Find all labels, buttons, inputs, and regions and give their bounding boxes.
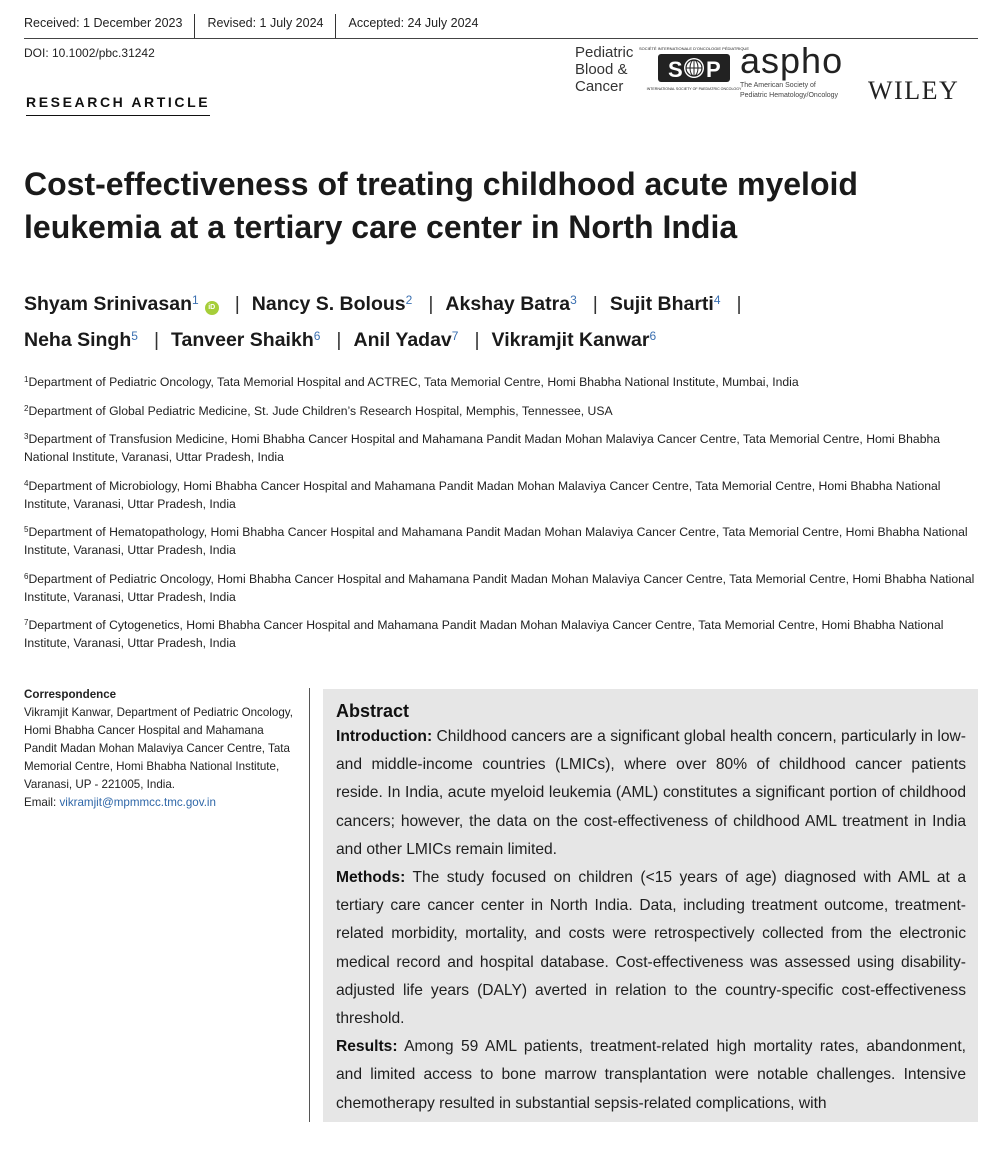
author-name: Shyam Srinivasan <box>24 293 192 315</box>
affiliation-text: Department of Pediatric Oncology, Tata Memorial Hospital and ACTREC, Tata Memorial Centre, Homi Bhabha National Institute, Mumbai, India <box>28 375 799 389</box>
affiliation-ref[interactable]: 6 <box>649 329 657 343</box>
aspho-subtitle: Pediatric Hematology/Oncology <box>740 92 839 99</box>
journal-logo[interactable] <box>575 44 633 95</box>
header-rule <box>24 38 978 39</box>
correspondence <box>24 686 294 812</box>
author[interactable] <box>171 329 353 351</box>
author-separator: | <box>153 329 160 351</box>
journal-logo-line: Blood & <box>575 61 628 78</box>
article-title: Cost-effectiveness of treating childhood acute myeloid leukemia at a tertiary care center in North India <box>24 166 858 245</box>
affiliation-list <box>24 371 979 661</box>
author[interactable] <box>445 293 609 315</box>
affiliation-number: 1 <box>24 375 29 384</box>
affiliation-ref[interactable]: 6 <box>313 329 321 343</box>
affiliation-number: 5 <box>24 525 29 534</box>
author-separator: | <box>336 329 342 351</box>
affiliation <box>24 568 979 606</box>
email-label: Email: <box>24 796 57 809</box>
author[interactable] <box>24 293 252 315</box>
aspho-subtitle: The American Society of <box>740 82 816 89</box>
author-name: Akshay Batra <box>445 293 571 315</box>
methods-label: Methods: <box>336 869 406 887</box>
received-date: Received: 1 December 2023 <box>24 14 195 38</box>
affiliation-text: Department of Hematopathology, Homi Bhabha Cancer Hospital and Mahamana Pandit Madan Mohan Malaviya Cancer Centre, Tata Memorial Centre, Homi Bhabha National Institute, Varanasi, Uttar Pradesh, India <box>24 525 968 557</box>
affiliation-ref[interactable]: 7 <box>451 329 459 343</box>
results-text: Among 59 AML patients, treatment-related high mortality rates, abandonment, and limited access to bone marrow transplantation were notable challenges. Intensive chemotherapy resulted in substantial sepsis-related complications, with <box>336 1038 966 1112</box>
doi[interactable]: DOI: 10.1002/pbc.31242 <box>24 46 155 60</box>
abstract-heading: Abstract <box>336 701 410 721</box>
aspho-wordmark: aspho <box>740 40 844 81</box>
author[interactable] <box>24 329 171 351</box>
author-name: Anil Yadav <box>353 329 452 351</box>
affiliation <box>24 400 979 420</box>
author-name: Vikramjit Kanwar <box>491 329 650 351</box>
affiliation-text: Department of Global Pediatric Medicine, St. Jude Children’s Research Hospital, Memphis, Tennessee, USA <box>28 403 613 418</box>
affiliation-number: 2 <box>24 403 29 413</box>
author-separator: | <box>474 329 480 351</box>
author[interactable] <box>354 329 492 351</box>
correspondence-email-line <box>24 794 294 812</box>
affiliation-ref[interactable]: 1 <box>192 293 199 307</box>
siop-top-text: SOCIÉTÉ INTERNATIONALE D'ONCOLOGIE PÉDIATRIQUE <box>639 46 749 51</box>
abstract-box <box>323 689 978 1122</box>
correspondence-address: Vikramjit Kanwar, Department of Pediatric Oncology, Homi Bhabha Cancer Hospital and Mahamana Pandit Madan Mohan Malaviya Cancer Centre, Tata Memorial Centre, Homi Bhabha National Institute, Varanasi, UP - 221005, India. <box>24 706 293 791</box>
orcid-icon[interactable]: iD <box>205 301 219 315</box>
article-type: RESEARCH ARTICLE <box>26 94 210 116</box>
author-name: Tanveer Shaikh <box>171 329 314 351</box>
affiliation <box>24 428 979 466</box>
affiliation-number: 7 <box>24 618 29 627</box>
affiliation-ref[interactable]: 5 <box>131 329 138 343</box>
affiliation-number: 4 <box>24 478 29 488</box>
revised-date: Revised: 1 July 2024 <box>195 14 336 38</box>
affiliation <box>24 371 979 391</box>
author[interactable] <box>492 329 657 351</box>
siop-bottom-text: INTERNATIONAL SOCIETY OF PAEDIATRIC ONCOLOGY <box>646 87 742 91</box>
wiley-logo[interactable]: WILEY <box>868 76 960 105</box>
affiliation <box>24 475 979 513</box>
introduction-text: Childhood cancers are a significant global health concern, particularly in low- and middle-income countries (LMICs), where over 80% of childhood cancer patients reside. In India, acute myeloid leukemia (AML) constitutes a significant portion of childhood cancers; however, the data on the cost-effectiveness of childhood AML treatment in India and other LMICs remain limited. <box>336 728 966 858</box>
affiliation-text: Department of Pediatric Oncology, Homi Bhabha Cancer Hospital and Mahamana Pandit Madan Mohan Malaviya Cancer Centre, Tata Memorial Centre, Homi Bhabha National Institute, Varanasi, Uttar Pradesh, India <box>24 571 975 604</box>
affiliation <box>24 521 979 559</box>
accepted-date: Accepted: 24 July 2024 <box>348 16 479 30</box>
author-separator: | <box>234 293 240 315</box>
publication-dates <box>24 14 490 40</box>
affiliation-number: 6 <box>24 571 29 581</box>
column-divider <box>309 688 310 1122</box>
author-name: Neha Singh <box>24 329 132 351</box>
author[interactable] <box>610 293 754 315</box>
affiliation-text: Department of Microbiology, Homi Bhabha Cancer Hospital and Mahamana Pandit Madan Mohan Malaviya Cancer Centre, Tata Memorial Centre, Homi Bhabha National Institute, Varanasi, Uttar Pradesh, India <box>24 478 941 511</box>
affiliation-text: Department of Transfusion Medicine, Homi Bhabha Cancer Hospital and Mahamana Pandit Madan Mohan Malaviya Cancer Centre, Tata Memorial Centre, Homi Bhabha National Institute, Varanasi, Uttar Pradesh, India <box>24 432 941 464</box>
affiliation-ref[interactable]: 4 <box>713 293 721 307</box>
author[interactable] <box>252 293 446 315</box>
author-name: Sujit Bharti <box>609 293 714 315</box>
svg-text:P: P <box>706 57 721 82</box>
siop-logo-graphic <box>639 44 749 104</box>
affiliation-ref[interactable]: 2 <box>405 293 413 307</box>
journal-logo-line: Cancer <box>575 78 624 95</box>
abstract-introduction <box>336 723 966 864</box>
affiliation-ref[interactable]: 3 <box>570 293 577 307</box>
journal-logo-line: Pediatric <box>575 44 634 61</box>
affiliation <box>24 614 979 652</box>
author-separator: | <box>736 293 742 315</box>
correspondence-heading: Correspondence <box>24 688 117 701</box>
abstract-results <box>336 1033 966 1118</box>
introduction-label: Introduction: <box>336 728 433 745</box>
siop-logo[interactable] <box>639 44 749 104</box>
svg-text:S: S <box>668 57 683 82</box>
aspho-logo[interactable] <box>740 42 843 100</box>
results-label: Results: <box>336 1038 398 1056</box>
affiliation-number: 3 <box>24 432 29 441</box>
affiliation-text: Department of Cytogenetics, Homi Bhabha Cancer Hospital and Mahamana Pandit Madan Mohan Malaviya Cancer Centre, Tata Memorial Centre, Homi Bhabha National Institute, Varanasi, Uttar Pradesh, India <box>24 618 944 650</box>
abstract-methods <box>336 864 966 1033</box>
author-separator: | <box>428 293 434 315</box>
author-name: Nancy S. Bolous <box>251 293 406 315</box>
methods-text: The study focused on children (<15 years of age) diagnosed with AML at a tertiary care cancer center in North India. Data, including treatment outcome, treatment-related morbidity, mortality, and costs were retrospectively collected from the electronic medical record and hospital database. Cost-effectiveness was assessed using disability-adjusted life years (DALY) averted in relation to the country-specific cost-effectiveness threshold. <box>336 869 966 1028</box>
email-link[interactable]: vikramjit@mpmmcc.tmc.gov.in <box>59 796 216 809</box>
author-separator: | <box>592 293 598 315</box>
author-list <box>24 284 984 356</box>
